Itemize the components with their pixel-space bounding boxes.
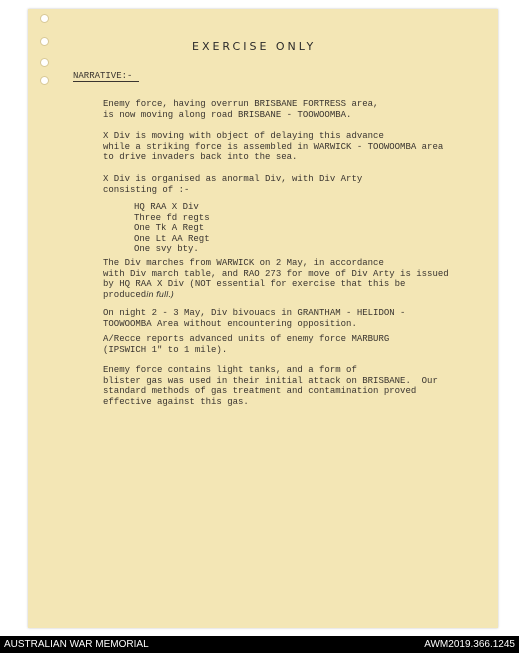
paragraph-march-text: The Div marches from WARWICK on 2 May, in accordance with Div march table, and RAO 273 for move of Div Arty is issued by HQ RAA X Div (NOT essential for exercise that this be produced [103,258,449,300]
punch-hole [40,14,49,23]
handwritten-note: in full.) [146,289,175,299]
heading-underline [73,81,139,82]
punch-hole [40,37,49,46]
footer-bar [0,636,519,653]
paragraph-organisation: X Div is organised as anormal Div, with Div Arty consisting of :- [103,174,363,195]
punch-hole [40,58,49,67]
paragraph-recce: A/Recce reports advanced units of enemy force MARBURG (IPSWICH 1" to 1 mile). [103,334,390,355]
paragraph-enemy-force: Enemy force, having overrun BRISBANE FORTRESS area, is now moving along road BRISBANE - TOOWOOMBA. [103,99,379,120]
narrative-heading: NARRATIVE:- [73,71,133,81]
handwritten-title: EXERCISE ONLY [192,40,317,53]
paragraph-bivouac: On night 2 - 3 May, Div bivouacs in GRANTHAM - HELIDON - TOOWOOMBA Area without encountering opposition. [103,308,406,329]
arty-list: HQ RAA X Div Three fd regts One Tk A Regt One Lt AA Regt One svy bty. [134,202,210,255]
punch-hole [40,76,49,85]
paragraph-gas: Enemy force contains light tanks, and a form of blister gas was used in their initial attack on BRISBANE. Our standard methods of gas treatment and contamination proved effective against this gas. [103,365,438,407]
footer-institution: AUSTRALIAN WAR MEMORIAL [4,639,149,650]
paragraph-march [103,258,449,300]
paragraph-x-div-moving: X Div is moving with object of delaying this advance while a striking force is assembled in WARWICK - TOOWOOMBA area to drive invaders back into the sea. [103,131,444,163]
footer-accession-number: AWM2019.366.1245 [424,639,515,650]
